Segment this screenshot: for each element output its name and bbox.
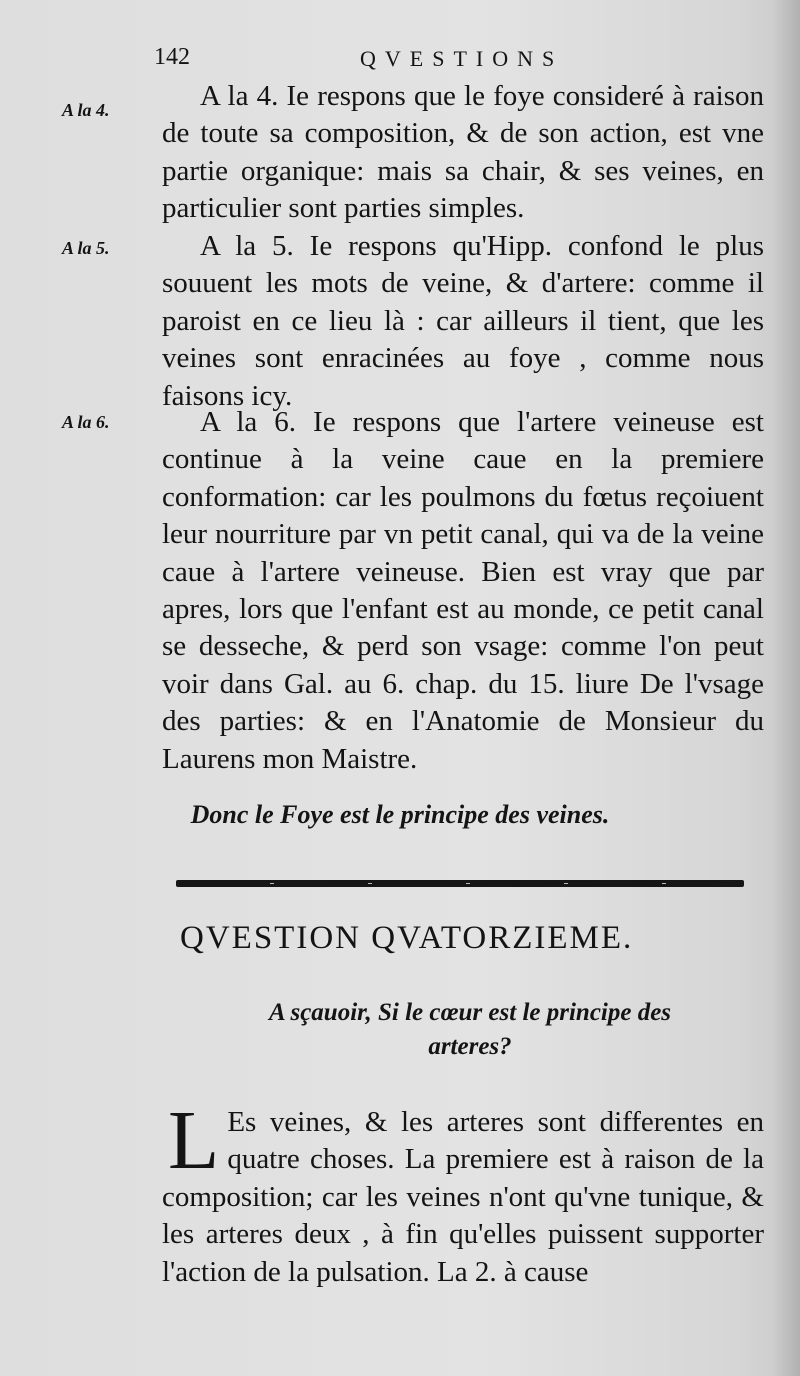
margin-note-4: A la 4. xyxy=(62,100,110,120)
running-head: QVESTIONS xyxy=(360,46,564,71)
conclusion-line: Donc le Foye est le principe des veines. xyxy=(190,800,610,829)
body-paragraph xyxy=(162,1094,764,1291)
answer-4-paragraph xyxy=(162,78,764,228)
answer-5-paragraph xyxy=(162,228,764,415)
answer-6-paragraph xyxy=(162,404,764,778)
margin-note-6: A la 6. xyxy=(62,412,110,432)
section-divider xyxy=(176,880,744,887)
drop-cap: L xyxy=(168,1094,220,1187)
answer-4-text: A la 4. Ie respons que le foye consideré à raison de toute sa composition, & de son action, est vne partie organique: mais sa chair, & ses veines, en particulier sont parties simples. xyxy=(162,80,764,225)
body-text: Es veines, & les arteres sont differentes en quatre choses. La premiere est à raison de la composition; car les veines n'ont qu'vne tunique, & les arteres deux , à fin qu'elles puissent supporter l'action de la pulsation. La 2. à cause xyxy=(162,1106,764,1288)
page-header xyxy=(0,44,800,80)
chapter-title: QVESTION QVATORZIEME. xyxy=(180,920,634,956)
margin-note-5: A la 5. xyxy=(62,238,110,258)
chapter-subtitle: A sçauoir, Si le cœur est le principe des arteres? xyxy=(268,999,672,1060)
page-number: 142 xyxy=(154,44,190,70)
answer-5-text: A la 5. Ie respons qu'Hipp. confond le plus souuent les mots de veine, & d'artere: comme il paroist en ce lieu là : car ailleurs il tient, que les veines sont enracinées au foye , comme nous faisons icy. xyxy=(162,230,764,412)
answer-6-text: A la 6. Ie respons que l'artere veineuse est continue à la veine caue en la premiere conformation: car les poulmons du fœtus reçoiuent leur nourriture par vn petit canal, qui va de la veine caue à l'artere veineuse. Bien est vray que par apres, lors que l'enfant est au monde, ce petit canal se desseche, & perd son vsage: comme l'on peut voir dans Gal. au 6. chap. du 15. liure De l'vsage des parties: & en l'Anatomie de Monsieur du Laurens mon Maistre. xyxy=(162,406,764,775)
